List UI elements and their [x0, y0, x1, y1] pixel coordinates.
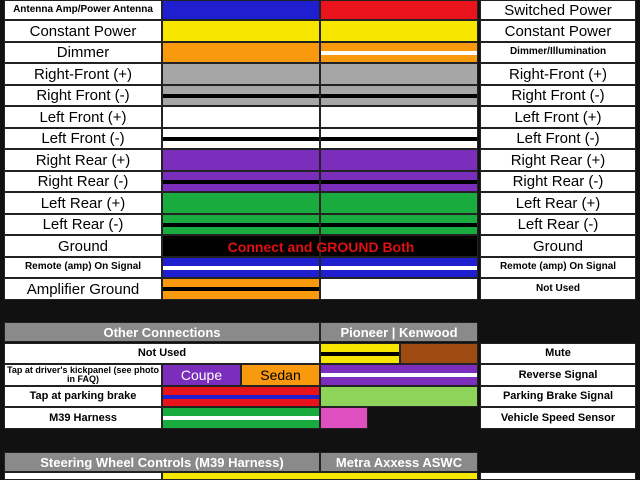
coupe-cell: [162, 364, 241, 386]
wire-8-harness-side: [320, 171, 478, 192]
wire-12-radio-side: [162, 257, 320, 278]
left-label-11: Ground: [4, 235, 162, 257]
other-right-mute: Mute: [480, 343, 636, 364]
vss-wire-green-white: [162, 407, 320, 429]
left-label-4: Right Front (-): [4, 85, 162, 106]
right-label-8: Right Rear (-): [480, 171, 636, 192]
wire-4-harness-side: [320, 85, 478, 106]
wire-stripe: [321, 180, 477, 184]
coupe-label: Coupe: [180, 367, 223, 383]
right-label-4: Right Front (-): [480, 85, 636, 106]
wire-6-radio-side: [162, 128, 320, 149]
wire-stripe: [163, 223, 319, 227]
left-label-10: Left Rear (-): [4, 214, 162, 235]
wire-10-harness-side: [320, 214, 478, 235]
wire-6-harness-side: [320, 128, 478, 149]
left-label-6: Left Front (-): [4, 128, 162, 149]
wire-5-radio-side: [162, 106, 320, 128]
wire-9-harness-side: [320, 192, 478, 214]
right-label-1: Constant Power: [480, 20, 636, 42]
sedan-cell: [241, 364, 320, 386]
wire-stripe: [321, 266, 477, 270]
wire-stripe: [321, 51, 477, 55]
other-right-reverse: Reverse Signal: [480, 364, 636, 386]
wire-12-harness-side: [320, 257, 478, 278]
right-label-2: Dimmer/Illumination: [480, 42, 636, 63]
wire-0-harness-side: [320, 0, 478, 20]
wire-9-radio-side: [162, 192, 320, 214]
wire-1-harness-side: [320, 20, 478, 42]
wire-stripe: [321, 137, 477, 141]
wire-1-radio-side: [162, 20, 320, 42]
wire-stripe: [163, 180, 319, 184]
wire-stripe: [163, 94, 319, 98]
right-label-3: Right-Front (+): [480, 63, 636, 85]
right-label-6: Left Front (-): [480, 128, 636, 149]
other-left-kickpanel: Tap at driver's kickpanel (see photo in FAQ): [4, 364, 162, 386]
pioneer-kenwood-header: Pioneer | Kenwood: [320, 322, 478, 342]
steering-next-row-wire: [162, 472, 478, 480]
left-label-3: Right-Front (+): [4, 63, 162, 85]
wire-7-harness-side: [320, 149, 478, 171]
metra-header: Metra Axxess ASWC: [320, 452, 478, 472]
left-label-12: Remote (amp) On Signal: [4, 257, 162, 278]
wire-stripe: [163, 287, 319, 291]
left-label-7: Right Rear (+): [4, 149, 162, 171]
wire-3-radio-side: [162, 63, 320, 85]
wire-13-radio-side: [162, 278, 320, 300]
other-left-parking-brake: Tap at parking brake: [4, 386, 162, 407]
left-label-8: Right Rear (-): [4, 171, 162, 192]
right-label-5: Left Front (+): [480, 106, 636, 128]
wire-5-harness-side: [320, 106, 478, 128]
sedan-label: Sedan: [260, 367, 301, 383]
steering-next-row-right: [480, 472, 636, 480]
wire-0-radio-side: [162, 0, 320, 20]
right-label-12: Remote (amp) On Signal: [480, 257, 636, 278]
steering-next-row-left: [4, 472, 162, 480]
left-label-1: Constant Power: [4, 20, 162, 42]
wire-stripe: [321, 94, 477, 98]
parking-brake-wire-red-blue: [162, 386, 320, 407]
left-label-5: Left Front (+): [4, 106, 162, 128]
mute-wire-yellow-black: [320, 343, 400, 364]
right-label-10: Left Rear (-): [480, 214, 636, 235]
wire-2-radio-side: [162, 42, 320, 63]
left-label-13: Amplifier Ground: [4, 278, 162, 300]
wire-stripe: [163, 266, 319, 270]
wire-10-radio-side: [162, 214, 320, 235]
other-right-vss: Vehicle Speed Sensor: [480, 407, 636, 429]
right-label-0: Switched Power: [480, 0, 636, 20]
wire-4-radio-side: [162, 85, 320, 106]
right-label-11: Ground: [480, 235, 636, 257]
wire-stripe: [321, 223, 477, 227]
wire-3-harness-side: [320, 63, 478, 85]
wire-stripe: [163, 137, 319, 141]
vss-wire-pink: [320, 407, 368, 429]
other-connections-header: Other Connections: [4, 322, 320, 342]
right-label-13: Not Used: [480, 278, 636, 300]
reverse-wire-purple-white: [320, 364, 478, 386]
steering-header: Steering Wheel Controls (M39 Harness): [4, 452, 320, 472]
left-label-2: Dimmer: [4, 42, 162, 63]
ground-note: Connect and GROUND Both: [227, 239, 415, 255]
other-left-m39: M39 Harness: [4, 407, 162, 429]
right-label-9: Left Rear (+): [480, 192, 636, 214]
right-label-7: Right Rear (+): [480, 149, 636, 171]
parking-brake-wire-light-green: [320, 386, 478, 407]
left-label-0: Antenna Amp/Power Antenna: [4, 0, 162, 20]
wire-13-harness-side: [320, 278, 478, 300]
wire-8-radio-side: [162, 171, 320, 192]
other-right-parking-brake: Parking Brake Signal: [480, 386, 636, 407]
left-label-9: Left Rear (+): [4, 192, 162, 214]
other-left-not-used: Not Used: [4, 343, 320, 364]
mute-wire-brown: [400, 343, 478, 364]
wire-7-radio-side: [162, 149, 320, 171]
wire-2-harness-side: [320, 42, 478, 63]
